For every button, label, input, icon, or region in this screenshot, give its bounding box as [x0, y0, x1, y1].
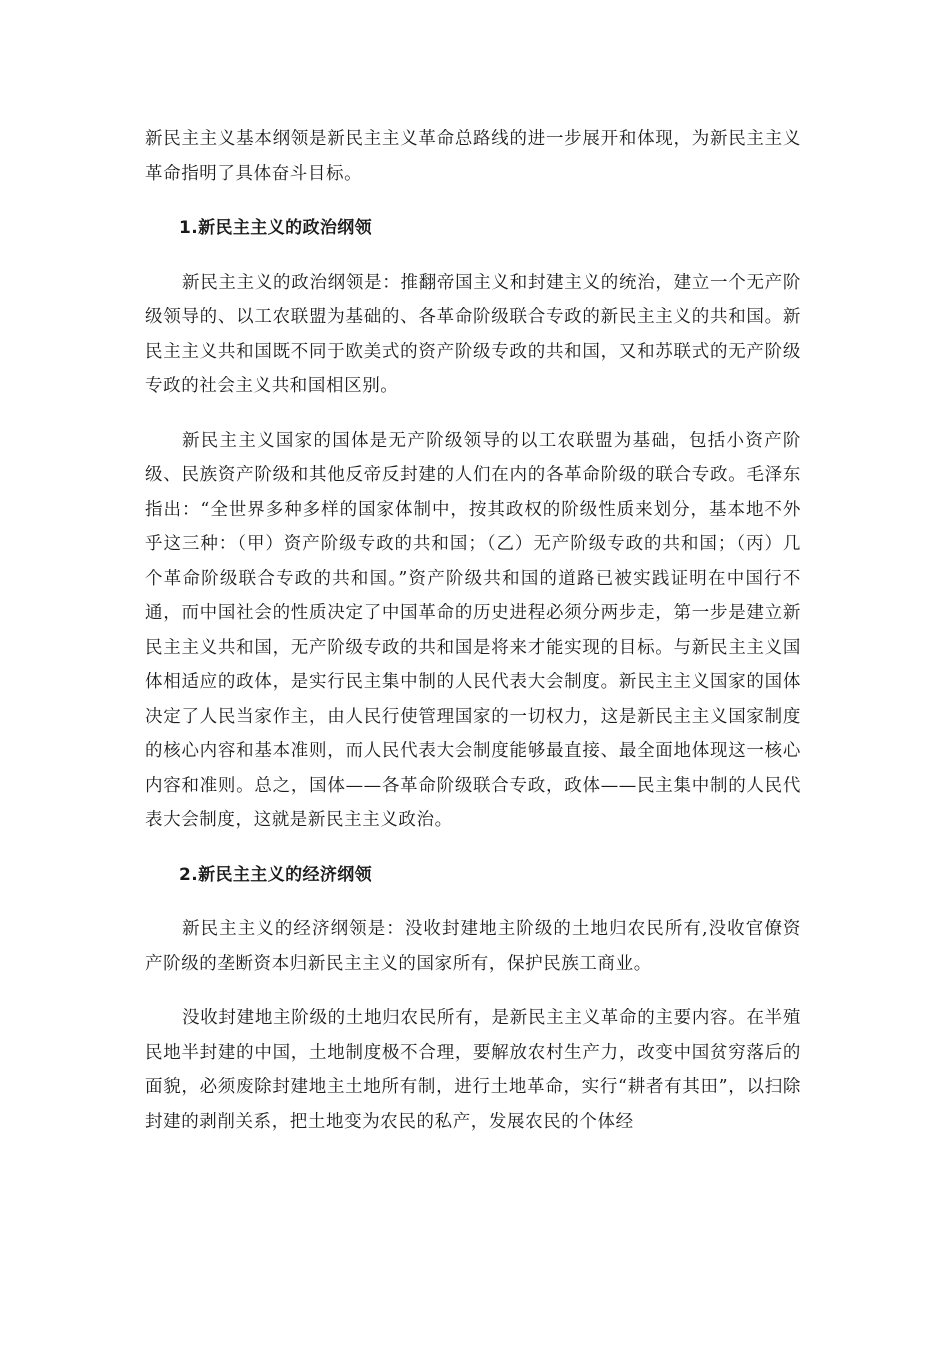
land-reform-paragraph: 没收封建地主阶级的土地归农民所有，是新民主主义革命的主要内容。在半殖民地半封建的中国，土地制度极不合理，要解放农村生产力，改变中国贫穷落后的面貌，必须废除封建地主土地所有制，进行土地革命，实行“耕者有其田”，以扫除封建的剥削关系，把土地变为农民的私产，发展农民的个体经 [145, 1008, 801, 1132]
section-heading-economic: 2.新民主主义的经济纲领 [179, 864, 373, 885]
intro-paragraph: 新民主主义基本纲领是新民主主义革命总路线的进一步展开和体现，为新民主主义革命指明了具体奋斗目标。 [145, 129, 801, 184]
political-program-paragraph: 新民主主义的政治纲领是：推翻帝国主义和封建主义的统治，建立一个无产阶级领导的、以工农联盟为基础的、各革命阶级联合专政的新民主主义的共和国。新民主主义共和国既不同于欧美式的资产阶级专政的共和国，又和苏联式的无产阶级专政的社会主义共和国相区别。 [145, 272, 801, 396]
state-system-paragraph: 新民主主义国家的国体是无产阶级领导的以工农联盟为基础，包括小资产阶级、民族资产阶级和其他反帝反封建的人们在内的各革命阶级的联合专政。毛泽东指出：“全世界多种多样的国家体制中，按其政权的阶级性质来划分，基本地不外乎这三种：（甲）资产阶级专政的共和国；（乙）无产阶级专政的共和国；（丙）几个革命阶级联合专政的共和国。”资产阶级共和国的道路已被实践证明在中国行不通，而中国社会的性质决定了中国革命的历史进程必须分两步走，第一步是建立新民主主义共和国，无产阶级专政的共和国是将来才能实现的目标。与新民主主义国体相适应的政体，是实行民主集中制的人民代表大会制度。新民主主义国家的国体决定了人民当家作主，由人民行使管理国家的一切权力，这是新民主主义国家制度的核心内容和基本准则，而人民代表大会制度能够最直接、最全面地体现这一核心内容和准则。总之，国体——各革命阶级联合专政，政体——民主集中制的人民代表大会制度，这就是新民主主义政治。 [145, 430, 801, 830]
document-body [145, 122, 801, 1159]
economic-program-paragraph: 新民主主义的经济纲领是：没收封建地主阶级的土地归农民所有,没收官僚资产阶级的垄断资本归新民主主义的国家所有，保护民族工商业。 [145, 919, 801, 974]
section-heading-political: 1.新民主主义的政治纲领 [179, 218, 373, 238]
